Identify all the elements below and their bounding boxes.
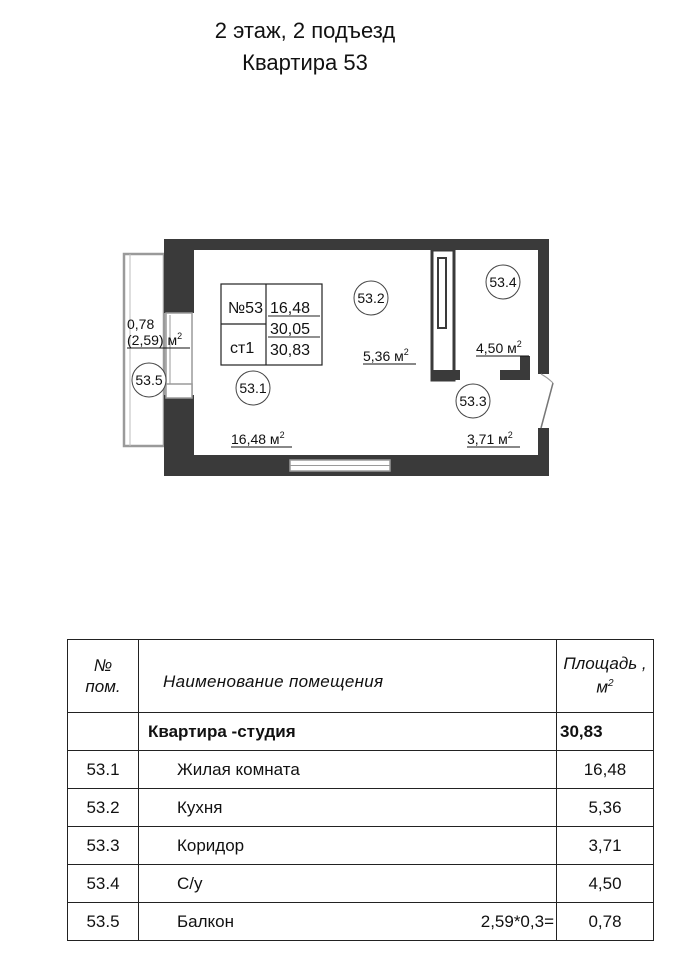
stamp-living-area: 16,48 bbox=[270, 300, 311, 317]
table-row bbox=[68, 751, 654, 789]
row-area: 3,71 bbox=[557, 827, 654, 865]
door-leaf bbox=[541, 383, 553, 428]
room-id-53-5: 53.5 bbox=[135, 372, 163, 388]
room-area-53-2: 5,36 $м^2$ bbox=[363, 347, 409, 364]
bathroom-wall-stub bbox=[520, 356, 530, 380]
bathroom-wall-bottom-left bbox=[432, 370, 460, 380]
room-area-53-4: 4,50 $м^2$ bbox=[476, 339, 522, 356]
row-area: 16,48 bbox=[557, 751, 654, 789]
stamp-total-area: 30,05 bbox=[270, 321, 311, 338]
header-area-line2: $м^2$ bbox=[596, 677, 614, 697]
summary-num bbox=[68, 713, 139, 751]
table-row bbox=[68, 789, 654, 827]
room-id-53-1: 53.1 bbox=[239, 380, 267, 396]
room-schedule-table bbox=[67, 639, 654, 941]
header-room-name: Наименование помещения bbox=[139, 640, 557, 713]
room-area-reduced-53-5: (2,59) $м^2$ bbox=[127, 331, 183, 348]
stamp-total-with-balcony: 30,83 bbox=[270, 342, 311, 359]
header-num-line1: № bbox=[93, 656, 113, 675]
table-header-row bbox=[68, 640, 654, 713]
balcony bbox=[124, 254, 164, 446]
summary-area: 30,83 bbox=[557, 713, 654, 751]
table-row bbox=[68, 865, 654, 903]
row-num: 53.5 bbox=[68, 903, 139, 941]
room-id-53-4: 53.4 bbox=[489, 274, 517, 290]
room-id-53-3: 53.3 bbox=[459, 393, 487, 409]
row-area: 0,78 bbox=[557, 903, 654, 941]
row-num: 53.2 bbox=[68, 789, 139, 827]
wall-left-upper bbox=[164, 239, 194, 313]
room-area-53-3: 3,71 $м^2$ bbox=[467, 430, 513, 447]
row-name: Жилая комната bbox=[139, 751, 557, 789]
row-num: 53.3 bbox=[68, 827, 139, 865]
floor-entrance-title: 2 этаж, 2 подъезд bbox=[214, 18, 396, 43]
row-num: 53.4 bbox=[68, 865, 139, 903]
row-name: Коридор bbox=[139, 827, 557, 865]
ventilation-shaft bbox=[438, 258, 446, 328]
row-name: Кухня bbox=[139, 789, 557, 827]
summary-name: Квартира -студия bbox=[139, 713, 557, 751]
summary-row bbox=[68, 713, 654, 751]
entrance-door bbox=[541, 374, 553, 428]
wall-right-upper bbox=[538, 239, 549, 374]
row-area: 4,50 bbox=[557, 865, 654, 903]
stamp-type: ст1 bbox=[230, 340, 255, 357]
row-name: С/у bbox=[139, 865, 557, 903]
apartment-stamp bbox=[221, 284, 322, 365]
row-name: Балкон 2,59*0,3= bbox=[139, 903, 557, 941]
room-area-53-1: 16,48 $м^2$ bbox=[231, 430, 285, 447]
row-area: 5,36 bbox=[557, 789, 654, 827]
row-num: 53.1 bbox=[68, 751, 139, 789]
wall-top bbox=[164, 239, 549, 250]
header-area bbox=[557, 640, 654, 713]
room-area-53-5: 0,78 bbox=[127, 316, 155, 332]
stamp-number: №53 bbox=[228, 300, 263, 317]
apartment-title: Квартира 53 bbox=[242, 50, 368, 75]
header-num-line2: пом. bbox=[85, 677, 121, 696]
table-row bbox=[68, 827, 654, 865]
door-swing bbox=[541, 374, 553, 383]
header-area-line1: Площадь , bbox=[563, 654, 647, 674]
header-room-number bbox=[68, 640, 139, 713]
room-id-53-2: 53.2 bbox=[357, 290, 385, 306]
table-row bbox=[68, 903, 654, 941]
balcony-door-sill bbox=[166, 384, 192, 398]
wall-right-lower bbox=[538, 428, 549, 476]
bathroom-walls bbox=[432, 250, 530, 380]
